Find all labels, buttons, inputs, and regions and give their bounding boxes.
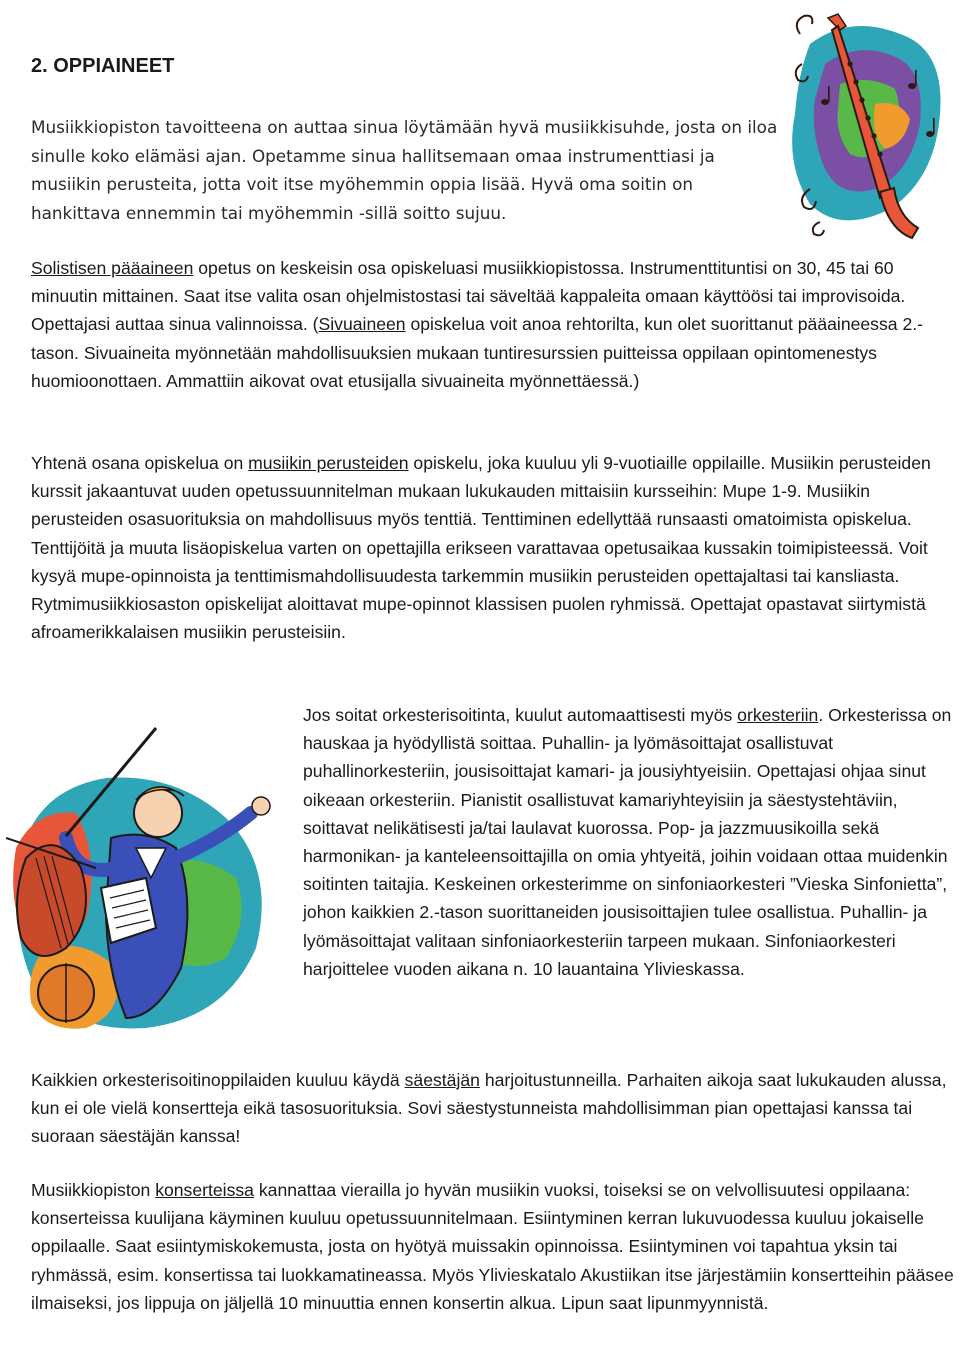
orkesteri-paragraph [303, 701, 958, 983]
conductor-clipart [6, 718, 292, 1036]
orkesteri-text-2: . Orkesterissa on hauskaa ja hyödyllistä soittaa. Puhallin- ja lyömäsoittajat osallistuvat puhallinorkesteriin, jousisoittajat kamari- ja jousiyhtyeisiin. Opettajasi ohjaa sinut oikeaan orkesteriin. Pianistit osallistuvat kamariyhteyisiin ja säestystehtäviin, soittavat nelikätisesti ja/tai laulavat kuorossa. Pop- ja jazzmuusikoilla sekä harmonikan- ja kanteleensoittajilla on omia yhtyeitä, joihin voidaan ottaa muidenkin soitinten taitajia. Keskeinen orkesterimme on sinfoniaorkesteri ”Vieska Sinfonietta”, johon kaikkien 2.-tason suorittaneiden jousisoittajien tulee osallistua. Puhallin- ja lyömäsoittajat valitaan sinfoniaorkesteriin tarpeen mukaan. Sinfoniaorkesteri harjoittelee vuoden aikana n. 10 lauantaina Ylivieskassa. [303, 705, 952, 979]
saestaja-paragraph [31, 1066, 956, 1151]
link-musiikin-perusteet[interactable]: musiikin perusteiden [248, 453, 409, 473]
clarinet-clipart [780, 4, 956, 244]
perusteet-paragraph [31, 449, 956, 646]
link-sivuaine[interactable]: Sivuaineen [318, 314, 406, 335]
link-orkesteri[interactable]: orkesteriin [737, 705, 819, 725]
konsertit-paragraph [31, 1176, 956, 1317]
orkesteri-text-1: Jos soitat orkesterisoitinta, kuulut automaattisesti myös [303, 705, 738, 725]
intro-paragraph: Musiikkiopiston tavoitteena on auttaa sinua löytämään hyvä musiikkisuhde, josta on iloa sinulle koko elämäsi ajan. Opetamme sinua hallitsemaan omaa instrumenttiasi ja musiikin perusteita, jotta voit itse myöhemmin oppia lisää. Hyvä oma soitin on hankittava ennemmin tai myöhemmin -sillä soitto sujuu. [31, 117, 778, 223]
perusteet-text-1: Yhtenä osana opiskelua on [31, 453, 249, 473]
link-solistinen-paaaine[interactable]: Solistisen pääaineen [31, 258, 194, 278]
link-konsertit[interactable]: konserteissa [155, 1180, 254, 1200]
solisti-text-1: opetus on keskeisin osa opiskeluasi musiikkiopistossa. Instrumenttituntisi on 30, 45 tai 60 minuutin mittainen. Saat itse valita osan ohjelmistostasi tai säveltää kappaleita omaan käyttöösi tai improvisoida. Opettajasi auttaa sinua valinnoissa. ( [31, 258, 906, 335]
page-title: 2. OPPIAINEET [31, 55, 175, 77]
link-saestaja[interactable]: säestäjän [404, 1070, 480, 1090]
solisti-text-2: opiskelua voit anoa rehtorilta, kun olet suorittanut pääaineessa 2.-tason. Sivuaineita myönnetään mahdollisuuksien mukaan tuntiresurssien puitteissa oppilaan opintomenestys huomioonottaen. Ammattiin aikovat ovat etusijalla sivuaineita myönnettäessä.) [31, 314, 923, 391]
saestaja-text-1: Kaikkien orkesterisoitinoppilaiden kuuluu käydä [31, 1070, 405, 1090]
solisti-paragraph [31, 254, 956, 395]
perusteet-text-2: opiskelu, joka kuuluu yli 9-vuotiaille oppilaille. Musiikin perusteiden kurssit jakaantuvat uuden opetussuunnitelman mukaan lukukauden mittaisiin kursseihin: Mupe 1-9. Musiikin perusteiden osasuorituksia on mahdollisuus myös tenttiä. Tenttiminen edellyttää runsaasti omatoimista opiskelua. Tenttijöitä ja muuta lisäopiskelua varten on opettajilla erikseen varattavaa opetusaikaa kussakin toimipisteessä. Voit kysyä mupe-opinnoista ja tenttimismahdollisuudesta tarkemmin musiikin perusteiden opettajaltasi tai kansliasta. Rytmimusiikkiosaston opiskelijat aloittavat mupe-opinnot klassisen puolen ryhmissä. Opettajat opastavat siirtymistä afroamerikkalaisen musiikin perusteisiin. [31, 453, 931, 643]
konsertit-text-2: kannattaa vierailla jo hyvän musiikin vuoksi, toiseksi se on velvollisuutesi oppilaana: konserteissa kuulijana käyminen kuuluu opetussuunnitelmaan. Esiintyminen kerran lukuvuodessa kuuluu jokaiselle oppilaalle. Saat esiintymiskokemusta, josta on hyötyä muissakin opinnoissa. Esiintyminen voi tapahtua yksin tai ryhmässä, esim. konsertissa tai luokkamatineassa. Myös Ylivieskatalo Akustiikan itse järjestämiin konsertteihin pääsee ilmaiseksi, jos lippuja on jäljellä 10 minuuttia ennen konsertin alkua. Lipun saat lipunmyynnistä. [31, 1180, 954, 1313]
konsertit-text-1: Musiikkiopiston [31, 1180, 156, 1200]
saestaja-text-2: harjoitustunneilla. Parhaiten aikoja saat lukukauden alussa, kun ei ole vielä konsertteja eikä tasosuorituksia. Sovi säestystunneista mahdollisimman pian opettajasi kanssa tai suoraan säestäjän kanssa! [31, 1070, 947, 1147]
